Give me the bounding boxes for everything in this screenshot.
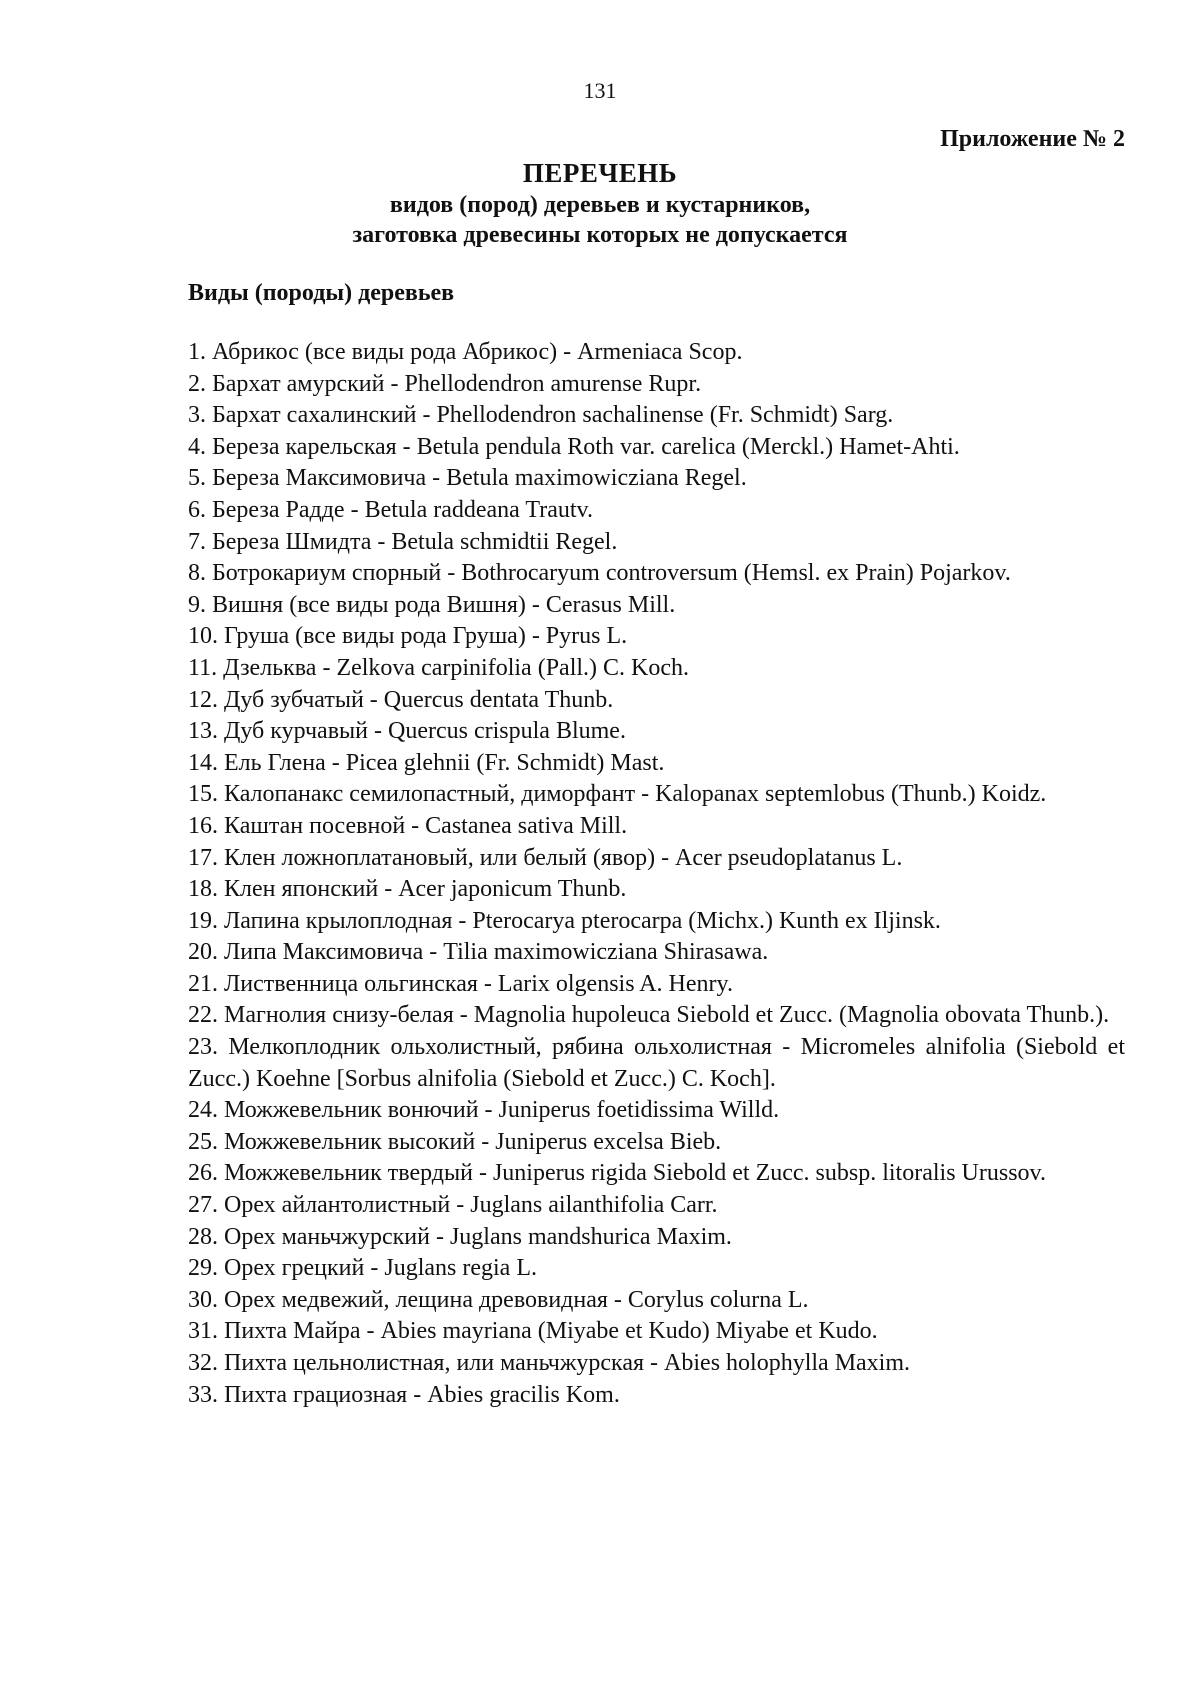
document-title: ПЕРЕЧЕНЬ xyxy=(522,158,678,188)
list-item: 9. Вишня (все виды рода Вишня) - Cerasus Mill. xyxy=(188,591,676,618)
document-subtitle-line-2: заготовка древесины которых не допускается xyxy=(352,222,848,248)
list-item: 4. Береза карельская - Betula pendula Roth var. carelica (Merckl.) Hamet-Ahti. xyxy=(188,433,960,460)
page-number: 131 xyxy=(583,78,617,103)
list-item: 21. Лиственница ольгинская - Larix olgensis A. Henry. xyxy=(188,970,733,997)
document-subtitle-line-1: видов (пород) деревьев и кустарников, xyxy=(389,192,811,218)
list-item: 14. Ель Глена - Picea glehnii (Fr. Schmidt) Mast. xyxy=(188,749,665,776)
list-item: 20. Липа Максимовича - Tilia maximowicziana Shirasawa. xyxy=(188,939,769,966)
list-item: 3. Бархат сахалинский - Phellodendron sachalinense (Fr. Schmidt) Sarg. xyxy=(188,402,894,429)
list-item: 15. Калопанакс семилопастный, диморфант - Kalopanax septemlobus (Thunb.) Koidz. xyxy=(188,781,1047,808)
list-item: 19. Лапина крылоплодная - Pterocarya pterocarpa (Michx.) Kunth ex Iljinsk. xyxy=(188,907,941,934)
list-item: 30. Орех медвежий, лещина древовидная - Corylus colurna L. xyxy=(188,1286,809,1313)
list-item: 22. Магнолия снизу-белая - Magnolia hupoleuca Siebold et Zucc. (Magnolia obovata Thunb.). xyxy=(188,1002,1110,1029)
list-item: 7. Береза Шмидта - Betula schmidtii Regel. xyxy=(188,528,618,555)
list-item: 29. Орех грецкий - Juglans regia L. xyxy=(188,1255,537,1282)
list-item: 10. Груша (все виды рода Груша) - Pyrus L. xyxy=(188,623,628,650)
species-list xyxy=(188,337,1125,1411)
list-item: 26. Можжевельник твердый - Juniperus rigida Siebold et Zucc. subsp. litoralis Urussov. xyxy=(188,1160,1046,1187)
appendix-label: Приложение № 2 xyxy=(940,126,1125,152)
list-item: 2. Бархат амурский - Phellodendron amurense Rupr. xyxy=(188,370,702,397)
list-item: 31. Пихта Майра - Abies mayriana (Miyabe et Kudo) Miyabe et Kudo. xyxy=(188,1318,878,1345)
section-heading: Виды (породы) деревьев xyxy=(188,280,455,306)
list-item: 8. Ботрокариум спорный - Bothrocaryum controversum (Hemsl. ex Prain) Pojarkov. xyxy=(188,560,1011,587)
list-item: 28. Орех маньчжурский - Juglans mandshurica Maxim. xyxy=(188,1223,732,1250)
list-item: 23. Мелкоплодник ольхолистный, рябина ольхолистная - Micromeles alnifolia (Siebold et Zucc.) Koehne [Sorbus alnifolia (Siebold et Zucc.) C. Koch]. xyxy=(188,1034,1125,1092)
list-item: 24. Можжевельник вонючий - Juniperus foetidissima Willd. xyxy=(188,1097,780,1124)
list-item: 6. Береза Радде - Betula raddeana Trautv. xyxy=(188,496,593,523)
list-item: 32. Пихта цельнолистная, или маньчжурская - Abies holophylla Maxim. xyxy=(188,1350,911,1376)
list-item: 11. Дзельква - Zelkova carpinifolia (Pall.) C. Koch. xyxy=(188,654,690,681)
list-item: 13. Дуб курчавый - Quercus crispula Blume. xyxy=(188,718,626,745)
list-item: 33. Пихта грациозная - Abies gracilis Kom. xyxy=(188,1381,620,1408)
list-item: 12. Дуб зубчатый - Quercus dentata Thunb. xyxy=(188,686,614,713)
list-item: 27. Орех айлантолистный - Juglans ailanthifolia Carr. xyxy=(188,1192,718,1219)
list-item: 16. Каштан посевной - Castanea sativa Mill. xyxy=(188,812,628,839)
list-item: 18. Клен японский - Acer japonicum Thunb. xyxy=(188,876,627,903)
list-item: 25. Можжевельник высокий - Juniperus excelsa Bieb. xyxy=(188,1128,722,1155)
list-item: 17. Клен ложноплатановый, или белый (явор) - Acer pseudoplatanus L. xyxy=(188,844,903,871)
list-item: 5. Береза Максимовича - Betula maximowicziana Regel. xyxy=(188,465,747,492)
list-item: 1. Абрикос (все виды рода Абрикос) - Armeniaca Scop. xyxy=(188,339,743,365)
